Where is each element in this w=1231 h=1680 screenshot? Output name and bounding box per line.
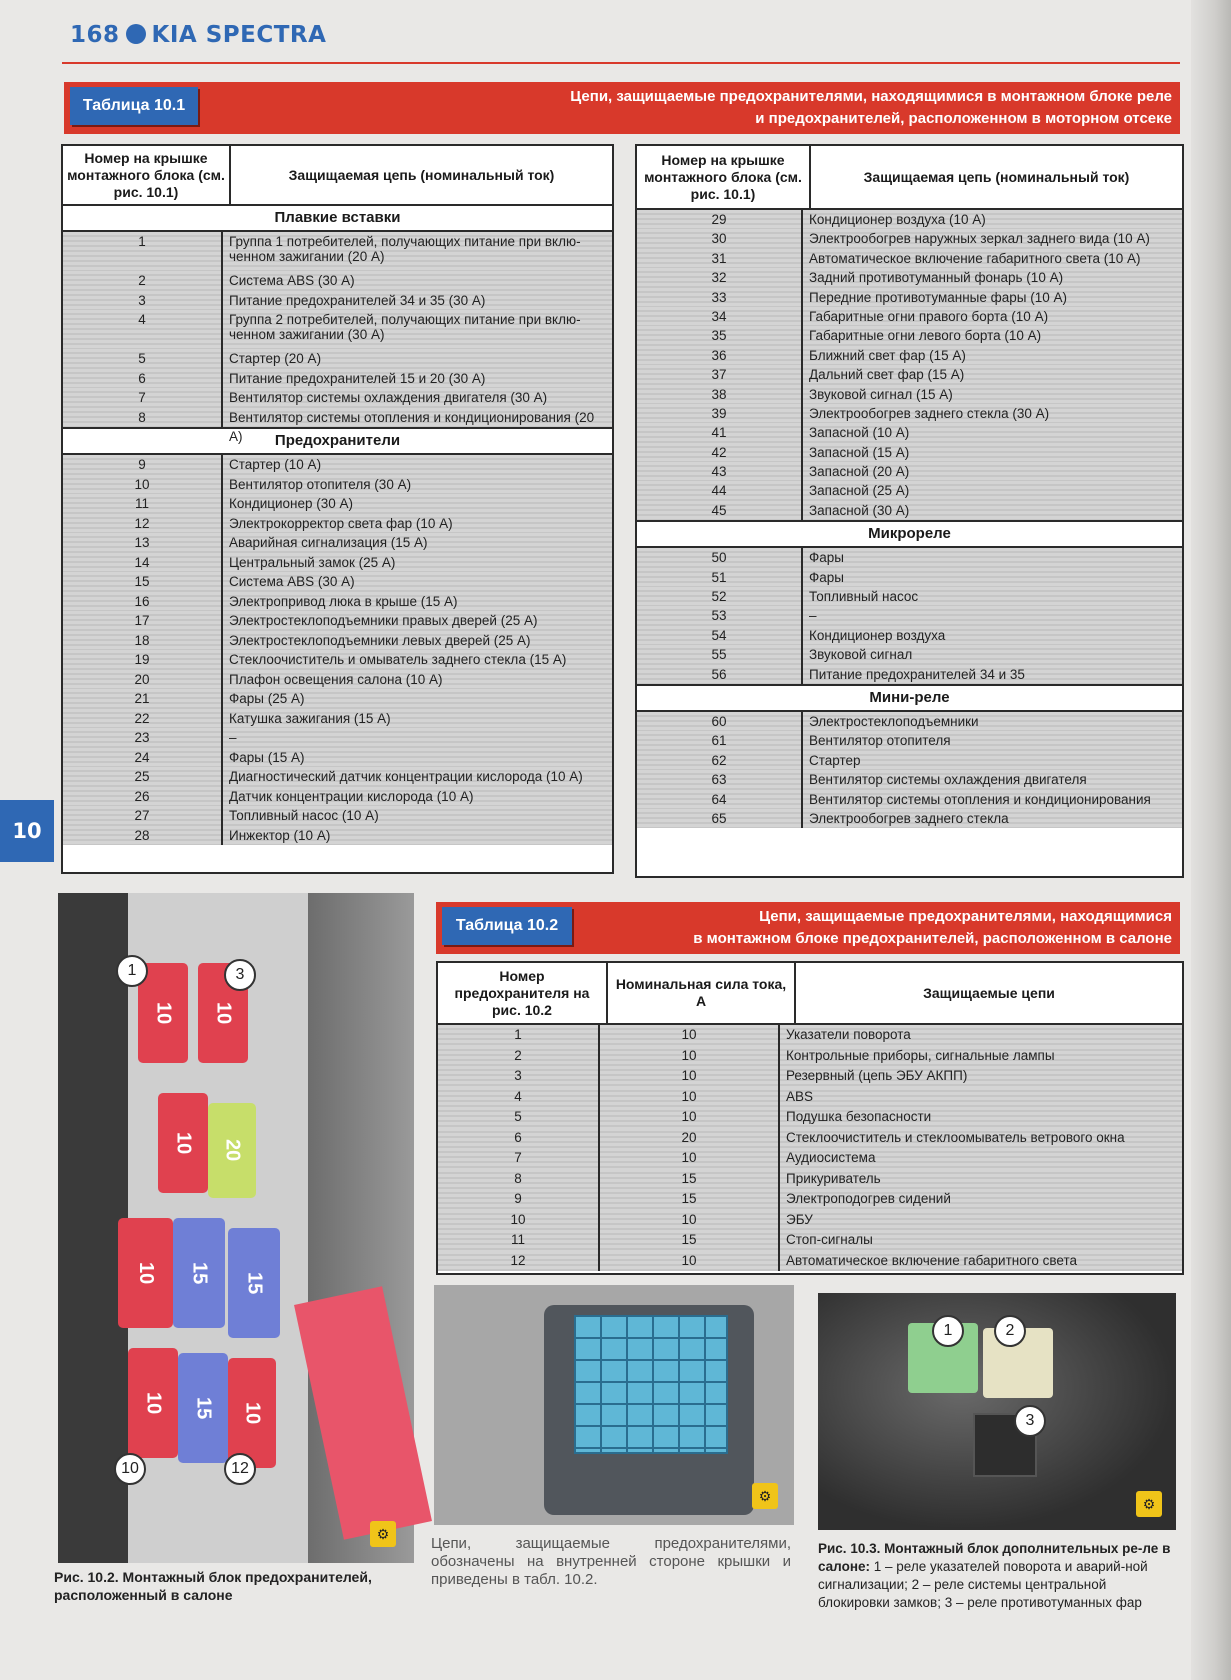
col-circuit-header: Защищаемые цепи [923,984,1055,1001]
cell-circuit: Габаритные огни правого борта (10 А) [809,308,1049,324]
cell-amp: 10 [600,1087,780,1108]
cell-circuit: – [229,730,237,745]
cell-circuit: Электропривод люка в крыше (15 А) [229,593,458,609]
table-row [637,626,1182,645]
cell-number: 3 [63,291,223,311]
cell-circuit: Ближний свет фар (15 А) [809,347,966,363]
cell-number: 1 [63,232,223,271]
cell-amp: 10 [600,1251,780,1272]
cell-circuit: Вентилятор системы охлаждения двигателя [809,772,1087,788]
table-row [637,587,1182,606]
table-row [637,288,1182,307]
figure-10-2-caption: Рис. 10.2. Монтажный блок предохранителей, расположенный в салоне [54,1569,372,1603]
table-row [63,291,612,311]
cell-number: 2 [438,1046,600,1067]
table-row [63,592,612,612]
cell-number: 11 [63,494,223,514]
cell-circuit: Система ABS (30 А) [229,273,355,288]
cell-number: 63 [637,770,803,789]
table-row [63,748,612,768]
cell-circuit: Электрообогрев наружных зеркал заднего вида (10 А) [809,231,1150,247]
cell-circuit: Звуковой сигнал (15 А) [809,386,953,402]
table-row [637,790,1182,809]
table-row [438,1066,1182,1087]
cell-circuit: Стеклоочиститель и омыватель заднего стекла (15 А) [229,652,567,667]
table-row [637,229,1182,248]
figure-10-3-caption: Рис. 10.3. Монтажный блок дополнительных ре-ле в салоне: 1 – реле указателей поворота и аварий-ной сигнализации; 2 – реле системы центральной блокировки замков; 3 – реле противотуманных фар [818,1541,1171,1610]
cell-number: 54 [637,626,803,645]
cell-circuit: Питание предохранителей 34 и 35 [809,666,1025,682]
cell-number: 6 [63,369,223,389]
table-row [63,631,612,651]
table-row [637,346,1182,365]
publisher-logo-icon: ⚙ [370,1521,396,1547]
cell-circuit: Задний противотуманный фонарь (10 А) [809,270,1064,286]
cell-number: 41 [637,423,803,442]
table-row [637,462,1182,481]
cell-number: 20 [63,670,223,690]
cell-number: 53 [637,606,803,625]
cell-circuit: Вентилятор отопителя (30 А) [229,476,412,492]
cell-circuit: Электроподогрев сидений [786,1191,951,1206]
header-rule [62,62,1180,64]
table-row [63,767,612,787]
cell-circuit: Центральный замок (25 А) [229,554,396,570]
cell-number: 7 [63,388,223,408]
col-circuit-header: Защищаемая цепь (номинальный ток) [288,166,555,183]
cell-number: 18 [63,631,223,651]
table-row [63,689,612,709]
cell-number: 35 [637,326,803,345]
cell-circuit: Запасной (30 А) [809,502,910,518]
cell-circuit: Диагностический датчик концентрации кислорода (10 А) [229,769,583,784]
cell-number: 16 [63,592,223,612]
page-edge [1191,0,1231,1680]
table-row [63,611,612,631]
cell-circuit: Габаритные огни левого борта (10 А) [809,328,1042,344]
cell-number: 37 [637,365,803,384]
cell-circuit: Вентилятор системы отопления и кондиционирования [809,791,1151,807]
cell-circuit: Аудиосистема [786,1150,876,1165]
cell-number: 64 [637,790,803,809]
table-row [438,1148,1182,1169]
cell-circuit: Дальний свет фар (15 А) [809,367,965,383]
fuse-blue-3: 15 [178,1353,228,1463]
cell-amp: 10 [600,1107,780,1128]
table-row [637,606,1182,625]
cell-number: 43 [637,462,803,481]
table-row [438,1128,1182,1149]
cell-circuit: Указатели поворота [786,1027,911,1042]
cell-circuit: Электрообогрев заднего стекла (30 А) [809,405,1050,421]
cell-number: 8 [438,1169,600,1190]
col-number-header: Номер на крышке монтажного блока (см. рис. 10.1) [63,146,231,204]
cell-number: 13 [63,533,223,553]
table-row [63,826,612,846]
fuse-1: 10 [138,963,188,1063]
cell-circuit: – [809,608,817,624]
cell-circuit: Стартер (10 А) [229,457,322,472]
table-row [637,210,1182,229]
cell-number: 9 [438,1189,600,1210]
table-row [63,650,612,670]
cell-circuit: Передние противотуманные фары (10 А) [809,289,1067,305]
cell-circuit: Аварийная сигнализация (15 А) [229,535,428,550]
table1-right [635,144,1184,878]
table-row [438,1230,1182,1251]
figure-10-3-photo [818,1293,1176,1530]
header-dot-icon [126,24,146,44]
fuse-red: 10 [158,1093,208,1193]
cell-number: 56 [637,665,803,684]
cell-number: 11 [438,1230,600,1251]
cell-number: 5 [438,1107,600,1128]
cell-circuit: Топливный насос (10 А) [229,808,379,823]
cell-circuit: Стеклоочиститель и стеклоомыватель ветрового окна [786,1129,1125,1145]
fuse-red-3: 10 [128,1348,178,1458]
cell-circuit: Плафон освещения салона (10 А) [229,671,443,687]
table-row [63,494,612,514]
table1-badge: Таблица 10.1 [70,87,198,125]
cell-circuit: Запасной (25 А) [809,483,910,499]
cell-circuit: Запасной (15 А) [809,444,910,460]
table-row [637,326,1182,345]
cell-circuit: Группа 1 потребителей, получающих питание при вклю- ченном зажигании (20 А) [229,234,581,264]
cell-circuit: Фары (25 А) [229,691,305,706]
table-row [637,365,1182,384]
cell-circuit: Вентилятор отопителя [809,733,951,749]
cell-circuit: Инжектор (10 А) [229,827,331,843]
table-row [637,665,1182,684]
table1-banner [64,82,1180,134]
cell-number: 12 [438,1251,600,1272]
table-row [63,787,612,807]
table-row [637,809,1182,828]
table-row [63,349,612,369]
middle-photo-caption: Цепи, защищаемые предохранителями, обозначены на внутренней стороне крышки и приведены в табл. 10.2. [431,1535,791,1588]
cell-number: 44 [637,481,803,500]
cell-amp: 15 [600,1169,780,1190]
cell-number: 29 [637,210,803,229]
table-row [63,455,612,475]
cell-amp: 10 [600,1210,780,1231]
table-row [637,481,1182,500]
cell-number: 28 [63,826,223,846]
cell-amp: 10 [600,1148,780,1169]
cell-number: 65 [637,809,803,828]
callout-10: 10 [114,1453,146,1485]
table-row [438,1210,1182,1231]
cell-number: 30 [637,229,803,248]
cell-circuit: Резервный (цепь ЭБУ АКПП) [786,1068,968,1083]
cell-circuit: Стартер [809,752,861,768]
table-row [438,1251,1182,1272]
cell-circuit: Электростеклоподъемники правых дверей (25 А) [229,613,538,628]
table-row [63,514,612,534]
table-row [637,568,1182,587]
cell-amp: 10 [600,1066,780,1087]
table-row [63,709,612,729]
table-row [637,268,1182,287]
cell-number: 34 [637,307,803,326]
cell-circuit: Запасной (10 А) [809,425,910,441]
callout-3: 3 [224,959,256,991]
cell-circuit: Кондиционер воздуха [809,627,946,643]
table2-header [438,963,1182,1025]
fuse-blue-2: 15 [228,1228,280,1338]
cell-number: 19 [63,650,223,670]
cell-circuit: Фары [809,550,844,566]
fuse-red-2: 10 [118,1218,173,1328]
table-row [63,310,612,349]
cell-circuit: Прикуриватель [786,1170,881,1186]
cell-amp: 10 [600,1025,780,1046]
fuse-blue: 15 [173,1218,225,1328]
cell-number: 61 [637,731,803,750]
table-row [438,1169,1182,1190]
table1-right-header [637,146,1182,210]
cell-circuit: Стоп-сигналы [786,1232,873,1247]
cell-circuit: ABS [786,1088,814,1104]
table2-banner [436,902,1180,954]
table-row [637,548,1182,567]
cell-number: 45 [637,501,803,520]
callout-3: 3 [1014,1405,1046,1437]
cell-number: 42 [637,443,803,462]
table-row [63,728,612,748]
table-row [637,731,1182,750]
cell-number: 9 [63,455,223,475]
cell-circuit: Топливный насос [809,589,919,605]
cell-circuit: Кондиционер воздуха (10 А) [809,212,986,227]
callout-1: 1 [932,1315,964,1347]
cell-circuit: Звуковой сигнал [809,647,913,663]
table-row [63,271,612,291]
cell-circuit: Катушка зажигания (15 А) [229,710,391,726]
cell-number: 3 [438,1066,600,1087]
cell-circuit: Вентилятор системы отопления и кондиционирования (20 А) [229,409,595,444]
cell-number: 27 [63,806,223,826]
cell-number: 51 [637,568,803,587]
table-row [63,533,612,553]
cell-number: 60 [637,712,803,731]
table-row [637,751,1182,770]
table1-title: Цепи, защищаемые предохранителями, находящимися в монтажном блоке реле и предохранителей, расположенном в моторном отсеке [570,88,1172,127]
cell-circuit: Электростеклоподъемники левых дверей (25 А) [229,632,531,648]
table-row [438,1046,1182,1067]
cell-number: 10 [63,475,223,495]
section-header: Плавкие вставки [63,206,612,232]
cell-number: 2 [63,271,223,291]
cell-number: 24 [63,748,223,768]
cell-amp: 20 [600,1128,780,1149]
cell-number: 32 [637,268,803,287]
cell-number: 22 [63,709,223,729]
cell-amp: 15 [600,1230,780,1251]
table2-title: Цепи, защищаемые предохранителями, находящимися в монтажном блоке предохранителей, расположенном в салоне [693,908,1172,947]
cell-number: 1 [438,1025,600,1046]
cell-number: 7 [438,1148,600,1169]
cell-number: 6 [438,1128,600,1149]
table1-left-header [63,146,612,206]
cell-circuit: Автоматическое включение габаритного света (10 А) [809,250,1141,266]
table-row [637,423,1182,442]
cell-number: 5 [63,349,223,369]
cell-number: 21 [63,689,223,709]
page-header [70,22,326,48]
cell-circuit: Группа 2 потребителей, получающих питание при вклю- ченном зажигании (30 А) [229,312,581,342]
table-row [637,404,1182,423]
cell-number: 50 [637,548,803,567]
table-row [637,385,1182,404]
cell-number: 39 [637,404,803,423]
cell-number: 55 [637,645,803,664]
cell-amp: 15 [600,1189,780,1210]
table-row [438,1189,1182,1210]
publisher-logo-icon: ⚙ [752,1483,778,1509]
cell-circuit: Датчик концентрации кислорода (10 А) [229,788,474,804]
table-row [63,232,612,271]
section-header: Предохранители [63,427,612,455]
chapter-tab: 10 [0,800,54,862]
cell-number: 4 [438,1087,600,1108]
table-row [637,770,1182,789]
page-number: 168 [70,22,120,48]
cell-number: 10 [438,1210,600,1231]
table-row [63,806,612,826]
fuse-yellow: 20 [208,1103,256,1198]
cell-amp: 10 [600,1046,780,1067]
cell-number: 38 [637,385,803,404]
cell-circuit: Система ABS (30 А) [229,574,355,589]
cell-circuit: Электрообогрев заднего стекла [809,810,1009,826]
table-row [637,712,1182,731]
cell-circuit: Стартер (20 А) [229,351,322,366]
cell-number: 36 [637,346,803,365]
table-row [63,670,612,690]
table-row [63,572,612,592]
cell-number: 23 [63,728,223,748]
cell-circuit: Электростеклоподъемники [809,713,979,729]
table1-left [61,144,614,874]
cell-number: 52 [637,587,803,606]
cell-circuit: Фары [809,569,844,585]
callout-12: 12 [224,1453,256,1485]
table-row [63,553,612,573]
cell-number: 4 [63,310,223,349]
table-row [63,475,612,495]
fuse-box-cover-photo [434,1285,794,1525]
cell-circuit: Контрольные приборы, сигнальные лампы [786,1047,1055,1063]
table2 [436,961,1184,1275]
table-row [63,388,612,408]
fuse-red-4: 10 [228,1358,276,1468]
table2-badge: Таблица 10.2 [442,907,572,945]
cell-circuit: Питание предохранителей 15 и 20 (30 А) [229,370,486,386]
cell-number: 14 [63,553,223,573]
cell-circuit: Фары (15 А) [229,749,305,765]
cell-number: 26 [63,787,223,807]
fuse-diagram-sticker [574,1315,728,1454]
publisher-logo-icon: ⚙ [1136,1491,1162,1517]
section-header: Мини-реле [637,684,1182,712]
cell-circuit: Питание предохранителей 34 и 35 (30 А) [229,292,486,308]
table-row [637,443,1182,462]
table-row [637,645,1182,664]
cell-number: 8 [63,408,223,428]
figure-10-2-photo [58,893,414,1563]
callout-1: 1 [116,955,148,987]
cell-circuit: Электрокорректор света фар (10 А) [229,515,453,531]
section-header: Микрореле [637,520,1182,548]
table-row [438,1025,1182,1046]
table-row [637,307,1182,326]
callout-2: 2 [994,1315,1026,1347]
cell-circuit: Вентилятор системы охлаждения двигателя (30 А) [229,390,548,405]
cell-circuit: ЭБУ [786,1211,813,1227]
col-amp-header: Номинальная сила тока, А [608,963,796,1023]
cell-number: 25 [63,767,223,787]
table-row [637,501,1182,520]
cell-number: 17 [63,611,223,631]
table-row [63,369,612,389]
cell-number: 15 [63,572,223,592]
cell-circuit: Запасной (20 А) [809,464,910,480]
table-row [637,249,1182,268]
table-row [438,1087,1182,1108]
cell-number: 33 [637,288,803,307]
cell-circuit: Подушка безопасности [786,1109,932,1124]
fuse-3: 10 [198,963,248,1063]
cell-number: 12 [63,514,223,534]
col-number-header: Номер предохранителя на рис. 10.2 [438,963,608,1023]
col-number-header: Номер на крышке монтажного блока (см. рис. 10.1) [637,146,811,208]
cell-number: 62 [637,751,803,770]
cell-circuit: Автоматическое включение габаритного света [786,1252,1078,1268]
cell-circuit: Кондиционер (30 А) [229,496,354,511]
col-circuit-header: Защищаемая цепь (номинальный ток) [863,168,1130,185]
cell-number: 31 [637,249,803,268]
table-row [438,1107,1182,1128]
brand-title: KIA SPECTRA [151,22,327,48]
